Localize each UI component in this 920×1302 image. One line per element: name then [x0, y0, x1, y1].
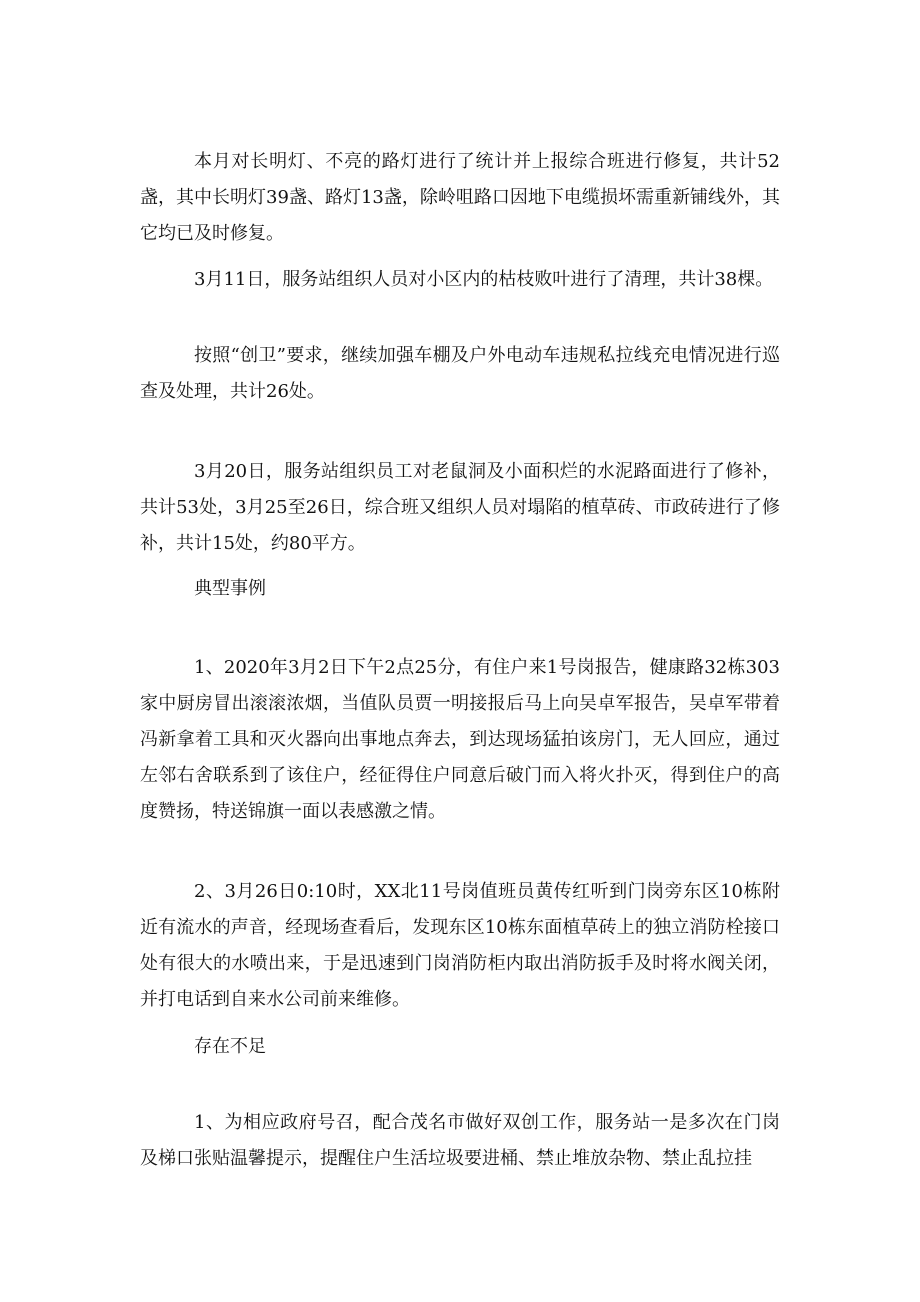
- heading-shortcomings: 存在不足: [194, 1036, 266, 1057]
- paragraph-dead-branches: 3月11日，服务站组织人员对小区内的枯枝败叶进行了清理，共计38棵。: [194, 269, 774, 290]
- paragraph-shortcoming-1: 1、为相应政府号召，配合茂名市做好双创工作，服务站一是多次在门岗及梯口张贴温馨提示，提醒住户生活垃圾要进桶、禁止堆放杂物、禁止乱拉挂: [140, 1112, 780, 1169]
- paragraph-charging-inspection: 按照“创卫”要求，继续加强车棚及户外电动车违规私拉线充电情况进行巡查及处理，共计26处。: [140, 345, 780, 402]
- paragraph-street-lights: 本月对长明灯、不亮的路灯进行了统计并上报综合班进行修复，共计52盏，其中长明灯39盏、路灯13盏，除岭咀路口因地下电缆损坏需重新铺线外，其它均已及时修复。: [140, 151, 780, 244]
- paragraph-case-hydrant: 2、3月26日0:10时，XX北11号岗值班员黄传红听到门岗旁东区10栋附近有流水的声音，经现场查看后，发现东区10栋东面植草砖上的独立消防栓接口处有很大的水喷出来，于是迅速到门岗消防柜内取出消防扳手及时将水阀关闭，并打电话到自来水公司前来维修。: [140, 881, 780, 1010]
- paragraph-road-repair: 3月20日，服务站组织员工对老鼠洞及小面积烂的水泥路面进行了修补，共计53处，3月25至26日，综合班又组织人员对塌陷的植草砖、市政砖进行了修补，共计15处，约80平方。: [140, 461, 780, 554]
- heading-typical-cases: 典型事例: [194, 578, 266, 599]
- paragraph-case-fire: 1、2020年3月2日下午2点25分，有住户来1号岗报告，健康路32栋303家中厨房冒出滚滚浓烟，当值队员贾一明接报后马上向吴卓军报告，吴卓军带着冯新拿着工具和灭火器向出事地点奔去，到达现场猛拍该房门，无人回应，通过左邻右舍联系到了该住户，经征得住户同意后破门而入将火扑灭，得到住户的高度赞扬，特送锦旗一面以表感激之情。: [140, 657, 780, 822]
